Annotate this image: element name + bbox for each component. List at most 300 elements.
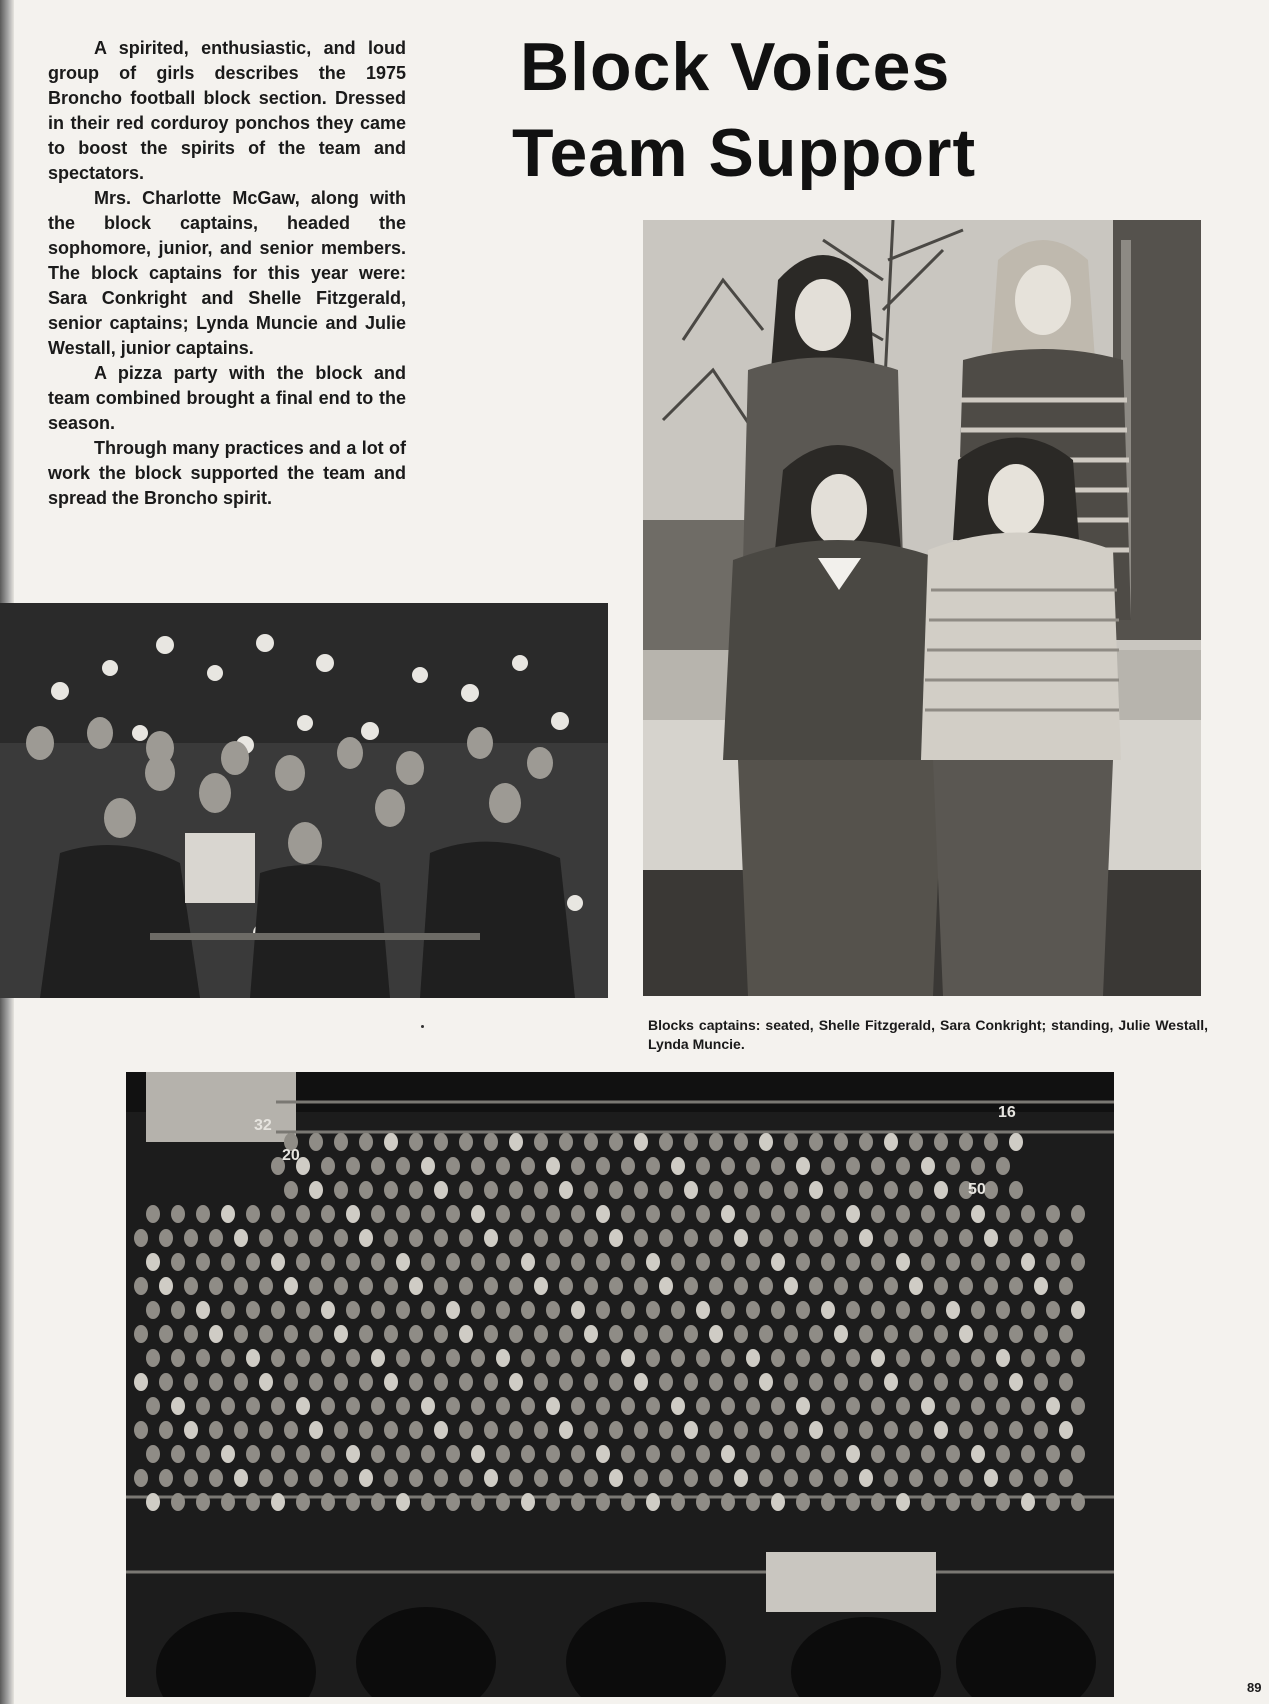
crowd-face: [496, 1301, 510, 1319]
crowd-face: [309, 1277, 323, 1295]
crowd-face: [846, 1493, 860, 1511]
crowd-face: [596, 1445, 610, 1463]
crowd-face: [209, 1277, 223, 1295]
crowd-face: [384, 1133, 398, 1151]
crowd-face: [696, 1493, 710, 1511]
crowd-face: [784, 1373, 798, 1391]
crowd-face: [509, 1229, 523, 1247]
crowd-face: [1046, 1301, 1060, 1319]
crowd-face: [871, 1445, 885, 1463]
crowd-face: [746, 1253, 760, 1271]
crowd-face: [796, 1493, 810, 1511]
crowd-face: [284, 1277, 298, 1295]
crowd-face: [821, 1493, 835, 1511]
crowd-face: [621, 1445, 635, 1463]
crowd-face: [371, 1253, 385, 1271]
crowd-face: [359, 1373, 373, 1391]
crowd-face: [946, 1157, 960, 1175]
crowd-face: [671, 1253, 685, 1271]
crowd-face: [359, 1421, 373, 1439]
crowd-face: [546, 1205, 560, 1223]
crowd-face: [171, 1205, 185, 1223]
crowd-face: [284, 1229, 298, 1247]
crowd-face: [484, 1181, 498, 1199]
crowd-face: [696, 1157, 710, 1175]
crowd-face: [1009, 1469, 1023, 1487]
crowd-face: [809, 1325, 823, 1343]
crowd-face: [371, 1445, 385, 1463]
crowd-face: [671, 1301, 685, 1319]
crowd-face: [446, 1349, 460, 1367]
crowd-face: [146, 1349, 160, 1367]
crowd-face: [734, 1181, 748, 1199]
crowd-face: [496, 1205, 510, 1223]
crowd-face: [696, 1205, 710, 1223]
crowd-face: [1034, 1421, 1048, 1439]
crowd-face: [1046, 1493, 1060, 1511]
crowd-face: [434, 1133, 448, 1151]
crowd-face: [546, 1253, 560, 1271]
crowd-face: [909, 1325, 923, 1343]
crowd-face: [896, 1253, 910, 1271]
crowd-face: [521, 1205, 535, 1223]
crowd-face: [559, 1181, 573, 1199]
crowd-face: [434, 1469, 448, 1487]
crowd-face: [984, 1469, 998, 1487]
crowd-face: [821, 1301, 835, 1319]
crowd-face: [659, 1229, 673, 1247]
crowd-face: [496, 1445, 510, 1463]
crowd-face: [759, 1133, 773, 1151]
article-body: [48, 36, 406, 511]
captains-photo-caption: Blocks captains: seated, Shelle Fitzgerald, Sara Conkright; standing, Julie Westall, Lynda Muncie.: [648, 1017, 1208, 1052]
crowd-face: [559, 1325, 573, 1343]
crowd-face: [159, 1277, 173, 1295]
crowd-face: [709, 1229, 723, 1247]
crowd-face: [346, 1205, 360, 1223]
crowd-face: [459, 1325, 473, 1343]
crowd-face: [946, 1445, 960, 1463]
crowd-face: [334, 1277, 348, 1295]
crowd-face: [1046, 1397, 1060, 1415]
crowd-face: [146, 1493, 160, 1511]
crowd-face: [771, 1301, 785, 1319]
crowd-face: [534, 1469, 548, 1487]
crowd-face: [321, 1205, 335, 1223]
crowd-face: [209, 1229, 223, 1247]
crowd-face: [671, 1397, 685, 1415]
crowd-face: [309, 1181, 323, 1199]
crowd-face: [234, 1373, 248, 1391]
crowd-face: [421, 1301, 435, 1319]
crowd-face: [771, 1397, 785, 1415]
crowd-face: [734, 1421, 748, 1439]
crowd-face: [1021, 1445, 1035, 1463]
article-title: [512, 24, 1140, 196]
bleacher-crowd-photo: [126, 1072, 1114, 1697]
crowd-face: [646, 1445, 660, 1463]
crowd-face: [221, 1349, 235, 1367]
crowd-face: [446, 1493, 460, 1511]
crowd-face: [371, 1157, 385, 1175]
crowd-face: [421, 1445, 435, 1463]
crowd-face: [946, 1397, 960, 1415]
crowd-face: [234, 1229, 248, 1247]
crowd-face: [396, 1349, 410, 1367]
crowd-face: [521, 1253, 535, 1271]
crowd-face: [596, 1493, 610, 1511]
crowd-face: [984, 1373, 998, 1391]
crowd-face: [509, 1421, 523, 1439]
crowd-face: [359, 1469, 373, 1487]
crowd-face: [934, 1181, 948, 1199]
crowd-face: [184, 1229, 198, 1247]
crowd-face: [1059, 1229, 1073, 1247]
crowd-face: [421, 1157, 435, 1175]
crowd-face: [409, 1277, 423, 1295]
crowd-face: [884, 1277, 898, 1295]
crowd-face: [184, 1373, 198, 1391]
crowd-face: [959, 1421, 973, 1439]
crowd-face: [796, 1397, 810, 1415]
crowd-face: [984, 1181, 998, 1199]
crowd-face: [346, 1445, 360, 1463]
crowd-face: [221, 1397, 235, 1415]
crowd-face: [259, 1277, 273, 1295]
crowd-face: [196, 1301, 210, 1319]
crowd-face: [146, 1397, 160, 1415]
crowd-face: [896, 1301, 910, 1319]
crowd-face: [634, 1325, 648, 1343]
crowd-face: [321, 1349, 335, 1367]
crowd-face: [1071, 1493, 1085, 1511]
crowd-face: [971, 1397, 985, 1415]
crowd-face: [646, 1397, 660, 1415]
crowd-face: [509, 1469, 523, 1487]
crowd-face: [259, 1325, 273, 1343]
crowd-face: [484, 1277, 498, 1295]
crowd-face: [359, 1229, 373, 1247]
crowd-face: [134, 1325, 148, 1343]
crowd-face: [809, 1181, 823, 1199]
crowd-face: [484, 1421, 498, 1439]
crowd-face: [509, 1277, 523, 1295]
crowd-face: [159, 1421, 173, 1439]
crowd-face: [584, 1469, 598, 1487]
crowd-face: [346, 1493, 360, 1511]
crowd-face: [271, 1349, 285, 1367]
crowd-face: [971, 1349, 985, 1367]
crowd-face: [859, 1229, 873, 1247]
crowd-face: [534, 1277, 548, 1295]
crowd-face: [209, 1325, 223, 1343]
crowd-face: [934, 1421, 948, 1439]
crowd-face: [196, 1253, 210, 1271]
crowd-face: [971, 1445, 985, 1463]
crowd-face: [646, 1493, 660, 1511]
crowd-face: [446, 1205, 460, 1223]
stray-dot: [421, 1025, 424, 1028]
block-captains-photo: [643, 220, 1201, 996]
crowd-face: [609, 1181, 623, 1199]
crowd-face: [796, 1445, 810, 1463]
crowd-face: [921, 1253, 935, 1271]
crowd-face: [346, 1157, 360, 1175]
crowd-face: [621, 1349, 635, 1367]
crowd-face: [621, 1253, 635, 1271]
crowd-face: [146, 1301, 160, 1319]
crowd-face: [784, 1469, 798, 1487]
crowd-face: [346, 1397, 360, 1415]
crowd-face: [884, 1181, 898, 1199]
crowd-face: [384, 1181, 398, 1199]
crowd-face: [184, 1277, 198, 1295]
crowd-face: [259, 1421, 273, 1439]
jersey-number-1: 32: [254, 1117, 272, 1134]
crowd-face: [309, 1133, 323, 1151]
crowd-face: [321, 1157, 335, 1175]
crowd-face: [759, 1373, 773, 1391]
crowd-face: [171, 1301, 185, 1319]
crowd-face: [209, 1421, 223, 1439]
crowd-face: [1009, 1133, 1023, 1151]
crowd-face: [459, 1181, 473, 1199]
crowd-face: [821, 1349, 835, 1367]
crowd-face: [396, 1493, 410, 1511]
crowd-face: [846, 1445, 860, 1463]
crowd-face: [946, 1253, 960, 1271]
crowd-face: [546, 1157, 560, 1175]
crowd-face: [1034, 1373, 1048, 1391]
crowd-face: [659, 1181, 673, 1199]
crowd-face: [946, 1301, 960, 1319]
crowd-face: [709, 1181, 723, 1199]
crowd-face: [521, 1301, 535, 1319]
crowd-face: [246, 1253, 260, 1271]
bleacher-crowd-photo-image: [126, 1072, 1114, 1697]
crowd-face: [146, 1445, 160, 1463]
crowd-face: [996, 1301, 1010, 1319]
crowd-face: [1046, 1205, 1060, 1223]
crowd-face: [1021, 1493, 1035, 1511]
crowd-face: [909, 1133, 923, 1151]
crowd-face: [1059, 1325, 1073, 1343]
crowd-face: [996, 1493, 1010, 1511]
crowd-face: [321, 1253, 335, 1271]
crowd-face: [359, 1325, 373, 1343]
crowd-face: [1059, 1421, 1073, 1439]
crowd-face: [1046, 1253, 1060, 1271]
crowd-face: [984, 1229, 998, 1247]
crowd-face: [1071, 1445, 1085, 1463]
crowd-face: [446, 1157, 460, 1175]
crowd-face: [696, 1301, 710, 1319]
crowd-face: [246, 1205, 260, 1223]
crowd-face: [259, 1229, 273, 1247]
crowd-face: [759, 1229, 773, 1247]
crowd-face: [871, 1157, 885, 1175]
crowd-face: [746, 1301, 760, 1319]
crowd-face: [296, 1349, 310, 1367]
crowd-face: [821, 1445, 835, 1463]
crowd-face: [759, 1469, 773, 1487]
crowd-face: [1009, 1229, 1023, 1247]
crowd-face: [459, 1373, 473, 1391]
crowd-face: [559, 1277, 573, 1295]
crowd-face: [996, 1205, 1010, 1223]
crowd-face: [1021, 1205, 1035, 1223]
crowd-face: [734, 1325, 748, 1343]
crowd-face: [134, 1229, 148, 1247]
crowd-face: [784, 1277, 798, 1295]
crowd-face: [646, 1205, 660, 1223]
crowd-face: [371, 1301, 385, 1319]
crowd-face: [871, 1349, 885, 1367]
crowd-face: [221, 1205, 235, 1223]
crowd-face: [484, 1373, 498, 1391]
crowd-face: [246, 1349, 260, 1367]
crowd-face: [1021, 1301, 1035, 1319]
crowd-face: [784, 1181, 798, 1199]
crowd-face: [896, 1445, 910, 1463]
crowd-face: [196, 1493, 210, 1511]
crowd-face: [346, 1349, 360, 1367]
crowd-face: [584, 1373, 598, 1391]
crowd-face: [871, 1493, 885, 1511]
crowd-face: [396, 1253, 410, 1271]
crowd-face: [871, 1205, 885, 1223]
crowd-face: [271, 1301, 285, 1319]
crowd-face: [396, 1397, 410, 1415]
crowd-face: [759, 1277, 773, 1295]
crowd-face: [309, 1421, 323, 1439]
crowd-face: [909, 1181, 923, 1199]
crowd-face: [709, 1373, 723, 1391]
crowd-face: [984, 1277, 998, 1295]
crowd-face: [834, 1133, 848, 1151]
jersey-number-3: 16: [998, 1104, 1016, 1121]
crowd-face: [246, 1493, 260, 1511]
crowd-face: [284, 1373, 298, 1391]
crowd-face: [459, 1277, 473, 1295]
crowd-face: [284, 1421, 298, 1439]
crowd-face: [921, 1301, 935, 1319]
crowd-face: [459, 1133, 473, 1151]
crowd-face: [684, 1421, 698, 1439]
crowd-face: [196, 1445, 210, 1463]
crowd-face: [996, 1397, 1010, 1415]
crowd-face: [571, 1253, 585, 1271]
crowd-face: [334, 1181, 348, 1199]
crowd-face: [671, 1493, 685, 1511]
crowd-face: [209, 1373, 223, 1391]
crowd-face: [971, 1205, 985, 1223]
crowd-face: [1009, 1277, 1023, 1295]
crowd-face: [809, 1229, 823, 1247]
crowd-face: [496, 1253, 510, 1271]
crowd-face: [859, 1421, 873, 1439]
crowd-face: [759, 1421, 773, 1439]
crowd-face: [459, 1229, 473, 1247]
crowd-face: [521, 1397, 535, 1415]
crowd-face: [384, 1373, 398, 1391]
crowd-face: [771, 1349, 785, 1367]
crowd-face: [496, 1397, 510, 1415]
crowd-face: [1034, 1277, 1048, 1295]
crowd-face: [134, 1469, 148, 1487]
crowd-face: [709, 1469, 723, 1487]
crowd-face: [596, 1205, 610, 1223]
crowd-face: [846, 1397, 860, 1415]
crowd-face: [946, 1349, 960, 1367]
crowd-face: [1009, 1421, 1023, 1439]
crowd-face: [321, 1445, 335, 1463]
crowd-face: [871, 1253, 885, 1271]
crowd-face: [734, 1133, 748, 1151]
crowd-face: [459, 1421, 473, 1439]
crowd-face: [621, 1301, 635, 1319]
crowd-face: [434, 1421, 448, 1439]
crowd-face: [809, 1133, 823, 1151]
crowd-face: [821, 1205, 835, 1223]
crowd-face: [634, 1421, 648, 1439]
crowd-face: [159, 1229, 173, 1247]
crowd-face: [846, 1301, 860, 1319]
crowd-face: [784, 1133, 798, 1151]
crowd-face: [509, 1325, 523, 1343]
crowd-face: [859, 1373, 873, 1391]
crowd-face: [696, 1397, 710, 1415]
crowd-face: [446, 1253, 460, 1271]
crowd-face: [1009, 1325, 1023, 1343]
article-paragraph-3: A pizza party with the block and team combined brought a final end to the season.: [48, 363, 406, 433]
crowd-face: [284, 1181, 298, 1199]
crowd-face: [909, 1421, 923, 1439]
crowd-face: [246, 1445, 260, 1463]
article-paragraph-2: Mrs. Charlotte McGaw, along with the block captains, headed the sophomore, junior, and senior members. The block captains for this year were: Sara Conkright and Shelle Fitzgerald, senior captains; Lynda Muncie and Julie Westall, junior captains.: [48, 188, 406, 358]
crowd-face: [709, 1421, 723, 1439]
crowd-face: [534, 1181, 548, 1199]
crowd-face: [734, 1469, 748, 1487]
crowd-face: [859, 1181, 873, 1199]
block-captains-photo-image: [643, 220, 1201, 996]
crowd-face: [384, 1277, 398, 1295]
crowd-face: [409, 1373, 423, 1391]
crowd-face: [721, 1397, 735, 1415]
title-line-2: Team Support: [512, 115, 977, 191]
crowd-face: [271, 1493, 285, 1511]
crowd-face: [321, 1493, 335, 1511]
crowd-face: [896, 1397, 910, 1415]
crowd-face: [171, 1493, 185, 1511]
crowd-face: [959, 1469, 973, 1487]
crowd-face: [684, 1277, 698, 1295]
crowd-face: [409, 1133, 423, 1151]
crowd-face: [784, 1229, 798, 1247]
crowd-face: [746, 1349, 760, 1367]
crowd-face: [834, 1325, 848, 1343]
crowd-face: [796, 1205, 810, 1223]
crowd-face: [859, 1469, 873, 1487]
crowd-face: [984, 1421, 998, 1439]
crowd-face: [284, 1469, 298, 1487]
crowd-face: [446, 1397, 460, 1415]
crowd-face: [371, 1205, 385, 1223]
crowd-face: [134, 1373, 148, 1391]
crowd-face: [221, 1493, 235, 1511]
crowd-face: [334, 1421, 348, 1439]
crowd-face: [684, 1469, 698, 1487]
